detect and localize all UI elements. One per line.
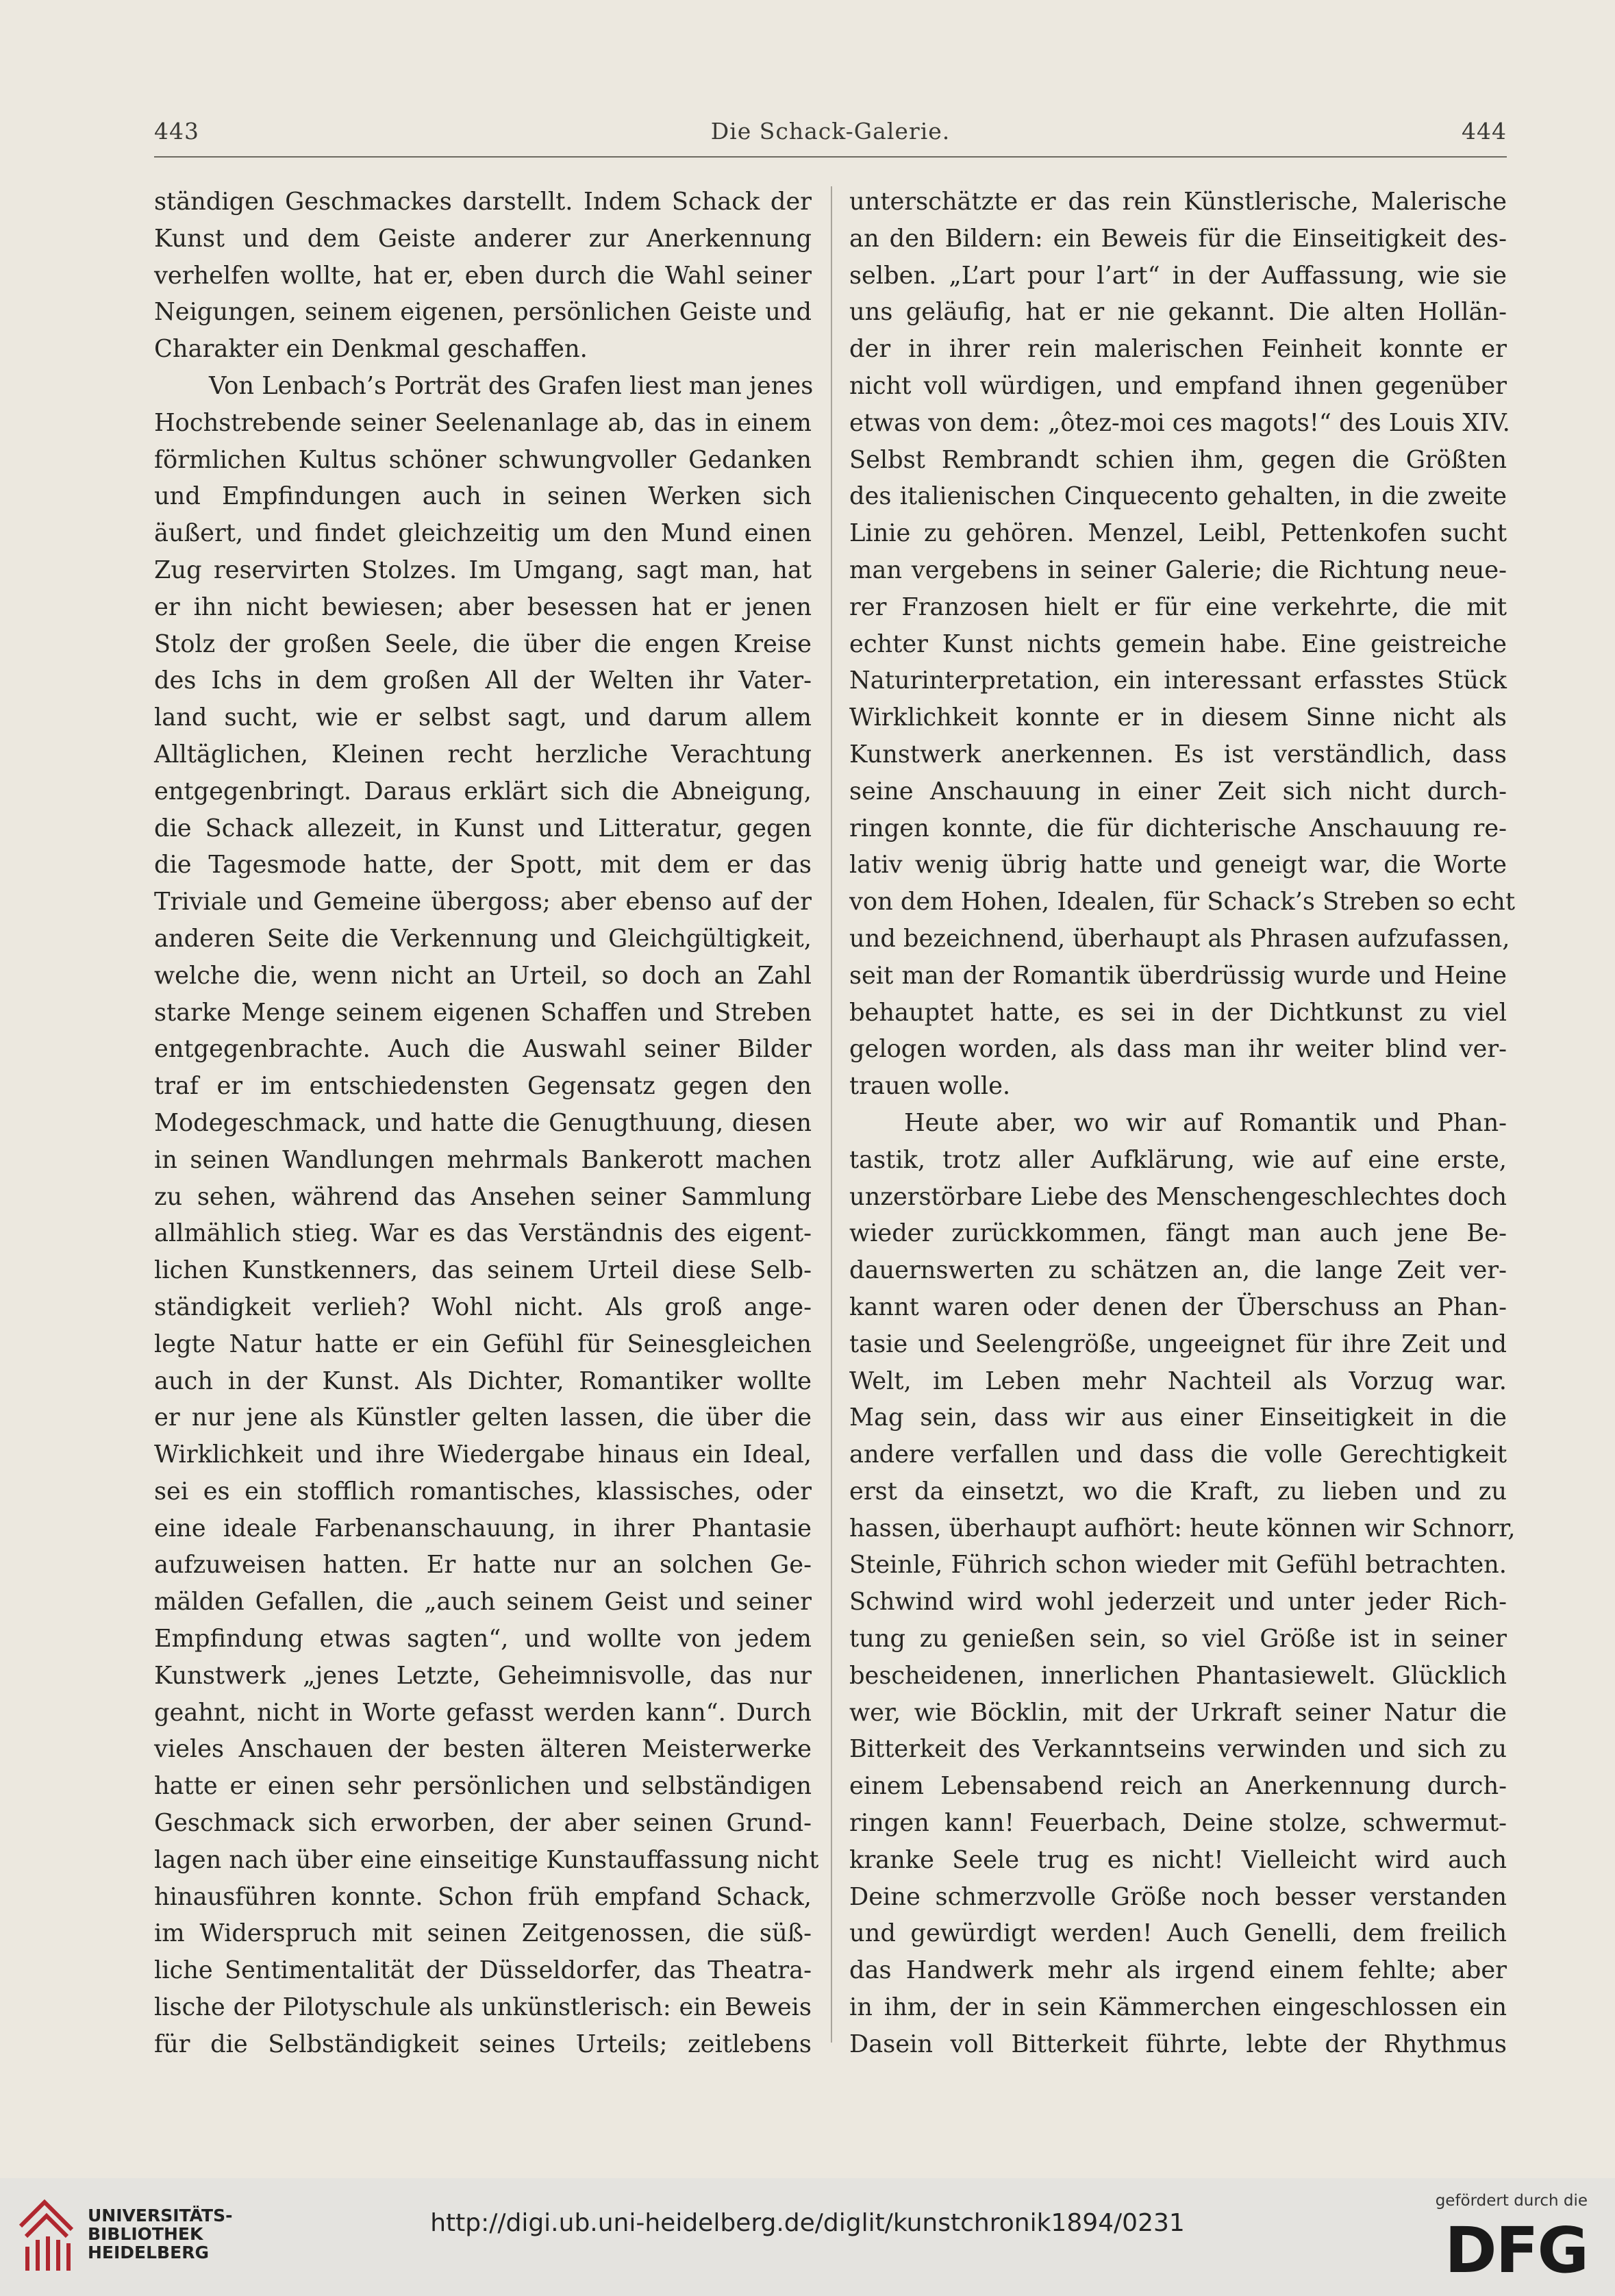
text-line: der in ihrer rein malerischen Feinheit konnte er xyxy=(849,335,1507,364)
text-line: tastik, trotz aller Aufklärung, wie auf eine erste, xyxy=(849,1145,1507,1174)
right-text-column xyxy=(849,184,1516,2063)
text-line: er nur jene als Künstler gelten lassen, die über die xyxy=(154,1403,812,1432)
text-line: unzerstörbare Liebe des Menschengeschlechtes doch xyxy=(849,1182,1507,1211)
text-line: vieles Anschauen der besten älteren Meisterwerke xyxy=(154,1735,812,1764)
text-line: und gewürdigt werden! Auch Genelli, dem freilich xyxy=(849,1919,1507,1948)
text-line: traf er im entschiedensten Gegensatz gegen den xyxy=(154,1072,812,1101)
text-line: Wirklichkeit konnte er in diesem Sinne nicht als xyxy=(849,703,1507,732)
text-line: auch in der Kunst. Als Dichter, Romantiker wollte xyxy=(154,1367,812,1395)
text-line: rer Franzosen hielt er für eine verkehrte, die mit xyxy=(849,592,1507,621)
text-line: Charakter ein Denkmal geschaffen. xyxy=(154,335,588,364)
text-line: Kunst und dem Geiste anderer zur Anerkennung xyxy=(154,224,812,253)
text-line: Modegeschmack, und hatte die Genugthuung, diesen xyxy=(154,1108,812,1137)
library-name-line: BIBLIOTHEK xyxy=(88,2224,203,2244)
text-line: lativ wenig übrig hatte und geneigt war, die Worte xyxy=(849,851,1507,879)
text-line: liche Sentimentalität der Düsseldorfer, das Theatra- xyxy=(154,1956,812,1985)
text-line: nicht voll würdigen, und empfand ihnen gegenüber xyxy=(849,371,1507,400)
text-line: hassen, überhaupt aufhört: heute können wir Schnorr, xyxy=(849,1514,1516,1543)
text-line: er ihn nicht bewiesen; aber besessen hat er jenen xyxy=(154,592,812,621)
text-line: trauen wolle. xyxy=(849,1072,1011,1101)
page-number-left: 443 xyxy=(154,118,199,145)
text-line: ringen konnte, die für dichterische Anschauung re- xyxy=(849,814,1507,843)
text-line: des Ichs in dem großen All der Welten ihr Vater- xyxy=(154,666,812,695)
text-line: geahnt, nicht in Worte gefasst werden kann“. Durch xyxy=(154,1698,812,1727)
text-line: ständigkeit verlieh? Wohl nicht. Als groß ange- xyxy=(154,1293,812,1321)
text-line: echter Kunst nichts gemein habe. Eine geistreiche xyxy=(849,629,1507,658)
text-line: Bitterkeit des Verkanntseins verwinden und sich zu xyxy=(849,1735,1507,1764)
text-line: Dasein voll Bitterkeit führte, lebte der Rhythmus xyxy=(849,2030,1507,2058)
sponsor-caption: gefördert durch die xyxy=(1435,2192,1588,2210)
text-line: starke Menge seinem eigenen Schaffen und Streben xyxy=(154,998,812,1027)
text-line: dauernswerten zu schätzen an, die lange Zeit ver- xyxy=(849,1256,1507,1285)
text-line: tung zu genießen sein, so viel Größe ist in seiner xyxy=(849,1625,1507,1654)
text-line: gelogen worden, als dass man ihr weiter blind ver- xyxy=(849,1035,1507,1064)
text-line: uns geläufig, hat er nie gekannt. Die alten Hollän- xyxy=(849,298,1507,327)
text-line: das Handwerk mehr als irgend einem fehlte; aber xyxy=(849,1956,1507,1985)
text-line: kranke Seele trug es nicht! Vielleicht wird auch xyxy=(849,1845,1507,1874)
text-line: Welt, im Leben mehr Nachteil als Vorzug war. xyxy=(849,1367,1507,1395)
text-line: entgegenbringt. Daraus erklärt sich die Abneigung, xyxy=(154,777,812,806)
text-line: sei es ein stofflich romantisches, klassisches, oder xyxy=(154,1477,812,1506)
text-line: man vergebens in seiner Galerie; die Richtung neue- xyxy=(849,556,1507,584)
text-line: seit man der Romantik überdrüssig wurde und Heine xyxy=(849,961,1507,990)
text-line: des italienischen Cinquecento gehalten, in die zweite xyxy=(849,482,1507,511)
text-line: die Schack allezeit, in Kunst und Litteratur, gegen xyxy=(154,814,812,843)
text-line: andere verfallen und dass die volle Gerechtigkeit xyxy=(849,1440,1507,1469)
permalink-url[interactable]: http://digi.ub.uni-heidelberg.de/diglit/kunstchronik1894/0231 xyxy=(430,2209,1185,2237)
text-line: wer, wie Böcklin, mit der Urkraft seiner Natur die xyxy=(849,1698,1507,1727)
text-line: selben. „L’art pour l’art“ in der Auffassung, wie sie xyxy=(849,261,1507,290)
text-line: an den Bildern: ein Beweis für die Einseitigkeit des- xyxy=(849,224,1507,253)
text-line: Wirklichkeit und ihre Wiedergabe hinaus ein Ideal, xyxy=(154,1440,812,1469)
text-line: behauptet hatte, es sei in der Dichtkunst zu viel xyxy=(849,998,1507,1027)
text-line: etwas von dem: „ôtez-moi ces magots!“ des Louis XIV. xyxy=(849,408,1510,437)
text-line: in ihm, der in sein Kämmerchen eingeschlossen ein xyxy=(849,1993,1507,2022)
text-line: Geschmack sich erworben, der aber seinen Grund- xyxy=(154,1809,812,1838)
page-number-right: 444 xyxy=(1462,118,1507,145)
left-text-column xyxy=(154,184,819,2063)
text-line: Deine schmerzvolle Größe noch besser verstanden xyxy=(849,1882,1507,1911)
text-line: wieder zurückkommen, fängt man auch jene Be- xyxy=(849,1219,1507,1248)
text-line: Heute aber, wo wir auf Romantik und Phan- xyxy=(904,1108,1507,1137)
text-line: Triviale und Gemeine übergoss; aber ebenso auf der xyxy=(154,888,812,916)
text-line: anderen Seite die Verkennung und Gleichgültigkeit, xyxy=(154,924,812,953)
text-line: entgegenbrachte. Auch die Auswahl seiner Bilder xyxy=(154,1035,812,1064)
text-line: hatte er einen sehr persönlichen und selbständigen xyxy=(154,1772,812,1801)
text-line: Zug reservirten Stolzes. Im Umgang, sagt man, hat xyxy=(154,556,812,584)
library-name-line: UNIVERSITÄTS- xyxy=(88,2206,233,2225)
text-line: ständigen Geschmackes darstellt. Indem Schack der xyxy=(154,188,812,216)
text-line: Naturinterpretation, ein interessant erfasstes Stück xyxy=(849,666,1507,695)
column-divider xyxy=(831,186,832,2043)
text-line: förmlichen Kultus schöner schwungvoller Gedanken xyxy=(154,445,812,474)
text-line: mälden Gefallen, die „auch seinem Geist und seiner xyxy=(154,1588,812,1617)
text-line: verhelfen wollte, hat er, eben durch die Wahl seiner xyxy=(154,261,812,290)
text-line: erst da einsetzt, wo die Kraft, zu lieben und zu xyxy=(849,1477,1507,1506)
text-line: Hochstrebende seiner Seelenanlage ab, das in einem xyxy=(154,408,812,437)
text-line: lische der Pilotyschule als unkünstlerisch: ein Beweis xyxy=(154,1993,812,2022)
header-rule xyxy=(154,156,1507,158)
text-line: im Widerspruch mit seinen Zeitgenossen, die süß- xyxy=(154,1919,812,1948)
running-header xyxy=(154,118,1507,153)
text-line: legte Natur hatte er ein Gefühl für Seinesgleichen xyxy=(154,1330,812,1358)
text-line: eine ideale Farbenanschauung, in ihrer Phantasie xyxy=(154,1514,812,1543)
text-line: unterschätzte er das rein Künstlerische, Malerische xyxy=(849,188,1507,216)
text-line: die Tagesmode hatte, der Spott, mit dem er das xyxy=(154,851,812,879)
text-line: für die Selbständigkeit seines Urteils; zeitlebens xyxy=(154,2030,812,2058)
text-line: Kunstwerk „jenes Letzte, Geheimnisvolle, das nur xyxy=(154,1661,812,1690)
text-line: hinausführen konnte. Schon früh empfand Schack, xyxy=(154,1882,812,1911)
text-line: bescheidenen, innerlichen Phantasiewelt. Glücklich xyxy=(849,1661,1507,1690)
text-line: Empfindung etwas sagten“, und wollte von jedem xyxy=(154,1625,812,1654)
text-line: aufzuweisen hatten. Er hatte nur an solchen Ge- xyxy=(154,1551,812,1580)
text-line: Selbst Rembrandt schien ihm, gegen die Größten xyxy=(849,445,1507,474)
text-line: lagen nach über eine einseitige Kunstauffassung nicht xyxy=(154,1845,819,1874)
text-line: land sucht, wie er selbst sagt, und darum allem xyxy=(154,703,812,732)
text-line: Kunstwerk anerkennen. Es ist verständlich, dass xyxy=(849,740,1507,769)
text-line: Linie zu gehören. Menzel, Leibl, Pettenkofen sucht xyxy=(849,519,1507,548)
text-line: ringen kann! Feuerbach, Deine stolze, schwermut- xyxy=(849,1809,1507,1838)
text-line: zu sehen, während das Ansehen seiner Sammlung xyxy=(154,1182,812,1211)
text-line: und Empfindungen auch in seinen Werken sich xyxy=(154,482,812,511)
text-line: Alltäglichen, Kleinen recht herzliche Verachtung xyxy=(154,740,812,769)
dfg-logo: DFG xyxy=(1444,2214,1588,2287)
viewer-footer xyxy=(0,2178,1615,2296)
library-name-line: HEIDELBERG xyxy=(88,2243,209,2262)
text-line: in seinen Wandlungen mehrmals Bankerott machen xyxy=(154,1145,812,1174)
text-line: Mag sein, dass wir aus einer Einseitigkeit in die xyxy=(849,1403,1507,1432)
text-line: Stolz der großen Seele, die über die engen Kreise xyxy=(154,629,812,658)
text-line: seine Anschauung in einer Zeit sich nicht durch- xyxy=(849,777,1507,806)
text-line: lichen Kunstkenners, das seinem Urteil diese Selb- xyxy=(154,1256,812,1285)
text-line: tasie und Seelengröße, ungeeignet für ihre Zeit und xyxy=(849,1330,1507,1358)
text-line: einem Lebensabend reich an Anerkennung durch- xyxy=(849,1772,1507,1801)
running-title: Die Schack-Galerie. xyxy=(710,118,951,145)
text-line: allmählich stieg. War es das Verständnis des eigent- xyxy=(154,1219,812,1248)
text-line: kannt waren oder denen der Überschuss an Phan- xyxy=(849,1293,1507,1321)
text-line: Neigungen, seinem eigenen, persönlichen Geiste und xyxy=(154,298,812,327)
text-line: welche die, wenn nicht an Urteil, so doch an Zahl xyxy=(154,961,812,990)
text-line: Von Lenbach’s Porträt des Grafen liest man jenes xyxy=(209,371,814,400)
text-line: und bezeichnend, überhaupt als Phrasen aufzufassen, xyxy=(849,924,1510,953)
text-line: Steinle, Führich schon wieder mit Gefühl betrachten. xyxy=(849,1551,1507,1580)
text-line: Schwind wird wohl jederzeit und unter jeder Rich- xyxy=(849,1588,1507,1617)
text-line: äußert, und findet gleichzeitig um den Mund einen xyxy=(154,519,812,548)
text-line: von dem Hohen, Idealen, für Schack’s Streben so echt xyxy=(849,888,1515,916)
